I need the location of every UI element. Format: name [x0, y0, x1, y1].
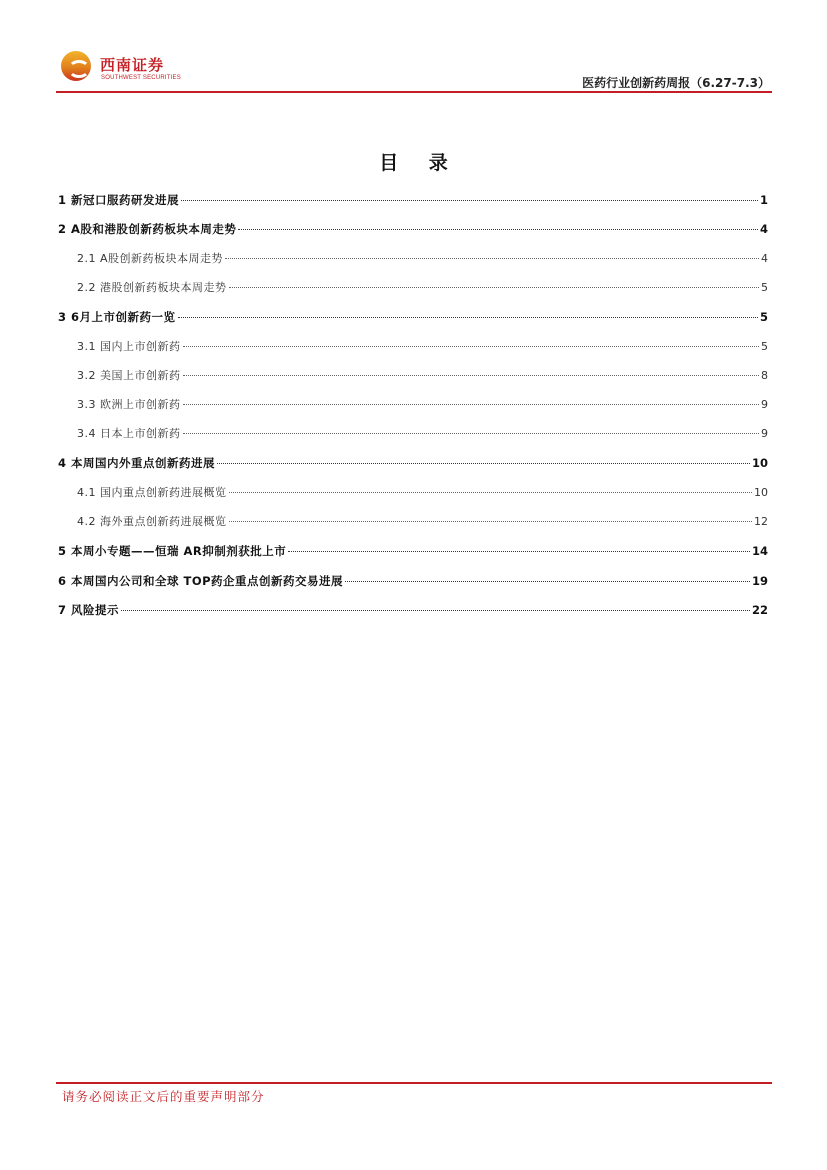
- toc-dot-leader: [229, 521, 753, 522]
- toc-entry-page: 5: [761, 281, 768, 294]
- toc-dot-leader: [217, 463, 750, 464]
- toc-entry[interactable]: [58, 573, 768, 593]
- toc-entry[interactable]: [58, 543, 768, 563]
- toc-entry-label: 6 本周国内公司和全球 TOP药企重点创新药交易进展: [58, 574, 344, 588]
- toc-entry-label: 4.2 海外重点创新药进展概览: [77, 515, 227, 528]
- toc-dot-leader: [183, 433, 760, 434]
- toc-entry-page: 4: [761, 252, 768, 265]
- toc-entry[interactable]: [58, 309, 768, 329]
- company-logo: [61, 51, 211, 85]
- toc-entry-label: 5 本周小专题——恒瑞 AR抑制剂获批上市: [58, 544, 287, 558]
- toc-dot-leader: [229, 492, 753, 493]
- toc-dot-leader: [183, 404, 760, 405]
- toc-entry-label: 4.1 国内重点创新药进展概览: [77, 486, 227, 499]
- toc-entry[interactable]: [58, 455, 768, 475]
- page-header: [56, 46, 772, 94]
- toc-entry-page: 19: [751, 574, 768, 588]
- toc-entry-label: 2.1 A股创新药板块本周走势: [77, 252, 224, 265]
- toc-entry-page: 8: [761, 369, 768, 382]
- toc-entry[interactable]: [58, 396, 768, 416]
- toc-entry[interactable]: [58, 221, 768, 241]
- toc-entry-label: 2 A股和港股创新药板块本周走势: [58, 222, 237, 236]
- toc-entry-page: 10: [754, 486, 768, 499]
- toc-entry-label: 3.1 国内上市创新药: [77, 340, 181, 353]
- toc-dot-leader: [288, 551, 750, 552]
- toc-entry-page: 9: [761, 398, 768, 411]
- toc-entry[interactable]: [58, 250, 768, 270]
- header-divider: [56, 91, 772, 93]
- toc-entry-page: 5: [759, 310, 768, 324]
- toc-dot-leader: [178, 317, 758, 318]
- toc-entry[interactable]: [58, 338, 768, 358]
- toc-entry-label: 1 新冠口服药研发进展: [58, 193, 180, 207]
- toc-dot-leader: [183, 375, 760, 376]
- toc-entry-page: 9: [761, 427, 768, 440]
- toc-entry-page: 10: [751, 456, 768, 470]
- toc-dot-leader: [183, 346, 760, 347]
- toc-entry-page: 5: [761, 340, 768, 353]
- toc-entry-label: 3.4 日本上市创新药: [77, 427, 181, 440]
- toc-entry[interactable]: [58, 484, 768, 504]
- toc-entry-page: 12: [754, 515, 768, 528]
- logo-chinese-name: 西南证券: [100, 56, 165, 74]
- toc-entry[interactable]: [58, 425, 768, 445]
- toc-entry-page: 22: [751, 603, 768, 617]
- toc-entry-label: 7 风险提示: [58, 603, 120, 617]
- disclaimer-note: 请务必阅读正文后的重要声明部分: [62, 1089, 265, 1104]
- report-title: 医药行业创新药周报（6.27-7.3）: [582, 76, 770, 90]
- toc-dot-leader: [121, 610, 750, 611]
- toc-entry[interactable]: [58, 192, 768, 212]
- toc-entry[interactable]: [58, 513, 768, 533]
- toc-dot-leader: [181, 200, 758, 201]
- toc-entry[interactable]: [58, 602, 768, 622]
- toc-entry[interactable]: [58, 367, 768, 387]
- toc-entry-label: 2.2 港股创新药板块本周走势: [77, 281, 227, 294]
- toc-entry-page: 14: [751, 544, 768, 558]
- toc-dot-leader: [225, 258, 759, 259]
- toc-entry-label: 3.3 欧洲上市创新药: [77, 398, 181, 411]
- toc-entry-page: 1: [759, 193, 768, 207]
- toc-dot-leader: [345, 581, 750, 582]
- toc-heading: 目 录: [379, 152, 460, 174]
- toc-entry-label: 4 本周国内外重点创新药进展: [58, 456, 216, 470]
- toc-entry-label: 3 6月上市创新药一览: [58, 310, 176, 324]
- toc-dot-leader: [238, 229, 758, 230]
- toc-dot-leader: [229, 287, 760, 288]
- footer-divider: [56, 1082, 772, 1084]
- toc-entry-page: 4: [759, 222, 768, 236]
- logo-english-name: SOUTHWEST SECURITIES: [101, 75, 181, 81]
- toc-entry-label: 3.2 美国上市创新药: [77, 369, 181, 382]
- toc-entry[interactable]: [58, 279, 768, 299]
- logo-emblem-icon: [61, 51, 91, 81]
